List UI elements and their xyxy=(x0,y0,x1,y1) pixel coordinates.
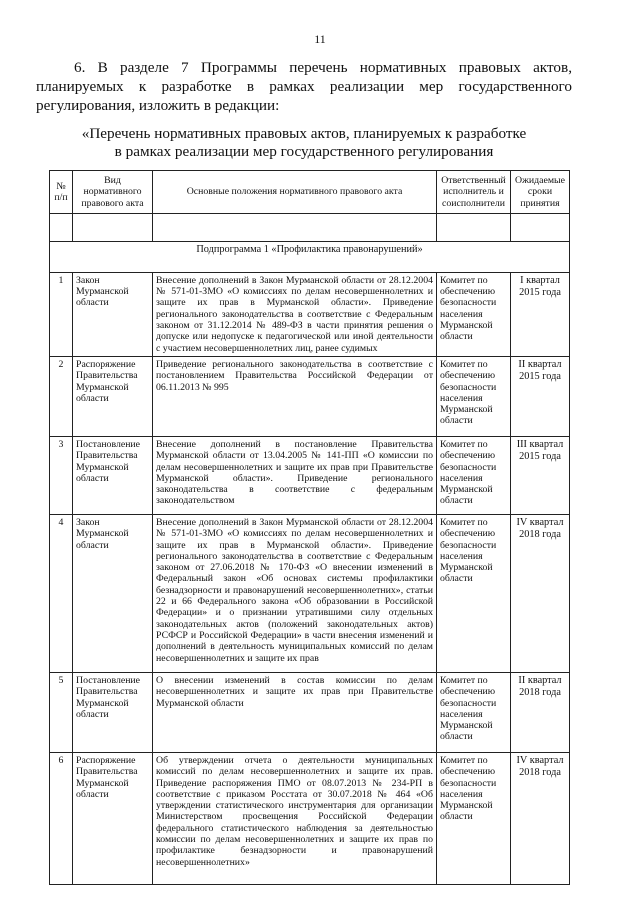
page-number: 11 xyxy=(314,32,326,46)
row-provisions: О внесении изменений в состав комиссии по делам несовершеннолетних и защите их прав при Правительстве Мурманской области xyxy=(153,672,437,752)
table-row xyxy=(50,672,570,752)
row-type: Закон Мурманской области xyxy=(73,272,153,356)
row-responsible: Комитет по обеспечению безопасности населения Мурманской области xyxy=(437,272,511,356)
table-row xyxy=(50,356,570,436)
table-row xyxy=(50,436,570,514)
header-provisions: Основные положения нормативного правового акта xyxy=(153,171,437,214)
list-title-line-2: в рамках реализации мер государственного регулирования xyxy=(114,143,494,160)
subprogram-title: Подпрограмма 1 «Профилактика правонарушений» xyxy=(50,241,570,272)
row-responsible: Комитет по обеспечению безопасности населения Мурманской области xyxy=(437,356,511,436)
table-row xyxy=(50,752,570,884)
row-term: III квартал 2015 года xyxy=(511,436,570,514)
row-provisions: Об утверждении отчета о деятельности муниципальных комиссий по делам несовершеннолетних и защите их прав. Приведение распоряжения ПМО от 08.07.2013 № 234-РП в соответствие с приказом Росстата от 30.07.2018 № 464 «Об утверждении статистического инструментария для организации Министерством просвещения Российской Федерации федерального статистического наблюдения за деятельностью комиссии по делам несовершеннолетних и защите их прав по профилактике безнадзорности и правонарушений несовершеннолетних» xyxy=(153,752,437,884)
row-num: 1 xyxy=(50,272,73,356)
header-num: № п/п xyxy=(50,171,73,214)
row-num: 5 xyxy=(50,672,73,752)
header-responsible: Ответственный исполнитель и соисполнители xyxy=(437,171,511,214)
acts-table xyxy=(49,170,570,885)
row-responsible: Комитет по обеспечению безопасности населения Мурманской области xyxy=(437,514,511,672)
row-num: 3 xyxy=(50,436,73,514)
list-title xyxy=(36,125,572,161)
row-num: 4 xyxy=(50,514,73,672)
row-num: 6 xyxy=(50,752,73,884)
row-term: IV квартал 2018 года xyxy=(511,514,570,672)
row-type: Распоряжение Правительства Мурманской области xyxy=(73,752,153,884)
row-responsible: Комитет по обеспечению безопасности населения Мурманской области xyxy=(437,436,511,514)
table-row xyxy=(50,514,570,672)
table-header-row xyxy=(50,171,570,214)
row-type: Постановление Правительства Мурманской области xyxy=(73,436,153,514)
row-type: Закон Мурманской области xyxy=(73,514,153,672)
row-responsible: Комитет по обеспечению безопасности населения Мурманской области xyxy=(437,752,511,884)
row-term: I квартал 2015 года xyxy=(511,272,570,356)
row-type: Постановление Правительства Мурманской области xyxy=(73,672,153,752)
row-term: IV квартал 2018 года xyxy=(511,752,570,884)
row-term: II квартал 2018 года xyxy=(511,672,570,752)
intro-paragraph: 6. В разделе 7 Программы перечень нормативных правовых актов, планируемых к разработке в рамках реализации мер государственного xyxy=(36,59,572,95)
row-provisions: Внесение дополнений в Закон Мурманской области от 28.12.2004 № 571-01-ЗМО «О комиссиях по делам несовершеннолетних и защите их прав в Мурманской области». Приведение регионального законодательства в соответствие с Федеральным законом от 31.12.2014 № 489-ФЗ в части принятия решения о допуске или недопуске к педагогической или иной деятельности с участием несовершеннолетних лиц, ранее судимых xyxy=(153,272,437,356)
list-title-line-1: «Перечень нормативных правовых актов, планируемых к разработке xyxy=(81,125,527,142)
header-term: Ожидаемые сроки принятия xyxy=(511,171,570,214)
row-provisions: Внесение дополнений в Закон Мурманской области от 28.12.2004 № 571-01-ЗМО «О комиссиях по делам несовершеннолетних и защите их прав в Мурманской области». Приведение регионального законодательства в соответствие с Федеральным законом от 27.06.2018 № 170-ФЗ «О внесении изменений в Федеральный закон «Об основах системы профилактики безнадзорности и правонарушений несовершеннолетних», статьи 22 и 66 Федерального закона «Об образовании в Российской Федерации» и о признании утратившими силу отдельных законодательных актов (положений законодательных актов) РСФСР и Российской Федерации» в части внесения изменений и дополнений в деятельность муниципальных комиссий по делам несовершеннолетних и защите их прав xyxy=(153,514,437,672)
subprogram-row xyxy=(50,241,570,272)
row-term: II квартал 2015 года xyxy=(511,356,570,436)
intro-paragraph-last-line: регулирования, изложить в редакции: xyxy=(36,97,280,114)
row-responsible: Комитет по обеспечению безопасности населения Мурманской области xyxy=(437,672,511,752)
row-num: 2 xyxy=(50,356,73,436)
row-provisions: Внесение дополнений в постановление Правительства Мурманской области от 13.04.2005 № 141-ПП «О комиссии по делам несовершеннолетних и защите их прав при Правительстве Мурманской области». Приведение регионального законодательства в соответствие с федеральным законодательством xyxy=(153,436,437,514)
table-row xyxy=(50,272,570,356)
blank-row xyxy=(50,213,570,241)
row-type: Распоряжение Правительства Мурманской области xyxy=(73,356,153,436)
header-type: Вид нормативного правового акта xyxy=(73,171,153,214)
row-provisions: Приведение регионального законодательства в соответствие с постановлением Правительства Российской Федерации от 06.11.2013 № 995 xyxy=(153,356,437,436)
